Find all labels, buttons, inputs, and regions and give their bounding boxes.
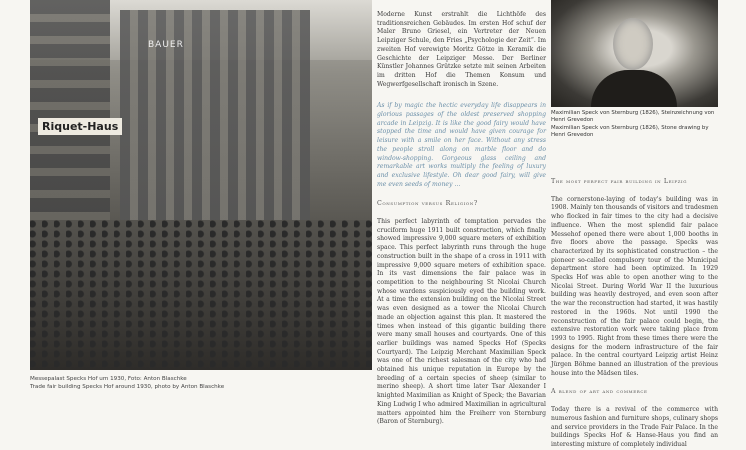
text-column-right	[551, 178, 718, 450]
portrait-caption-en: Maximilian Speck von Sternburg (1826), Stone drawing by Henri Grevedon	[551, 124, 709, 139]
text-column-middle	[377, 11, 546, 427]
section-heading-art-commerce: A blend of art and commerce	[551, 388, 648, 396]
photo-sign: Riquet-Haus	[38, 118, 122, 135]
portrait-coat	[591, 70, 677, 107]
photo-caption-en: Trade fair building Specks Hof around 1930, photo by Anton Blaschke	[30, 384, 225, 390]
portrait-image	[551, 0, 718, 107]
pull-quote: As if by magic the hectic everyday life disappears in glorious passages of the oldest preserved shopping arcade in Leipzig. It is like the good fairy would have stopped the time and would have given courage for leisure with a smile on her face. Without any stress the people stroll along on marble floor and do window-shopping. Gorgeous glass ceiling and remarkable art works multiply the feeling of luxury and exclusive lifestyle. Oh dear good fairy, will give me even seeds of money …	[377, 102, 546, 188]
intro-paragraph: Moderne Kunst erstrahlt die Lichthöfe des traditionsreichen Gebäudes. Im ersten Hof schuf der Maler Bruno Griesel, ein Vertreter der Neuen Leipziger Schule, den Fries „Psychologie der Zeit“. Im zweiten Hof verewigte Moritz Götze in Keramik die Geschichte der Leipziger Messe. Der Berliner Künstler Johannes Grützke setzte mit seinen Arbeiten im dritten Hof die Themen Konsum und Wegwerfgesellschaft ironisch in Szene.	[377, 11, 546, 88]
section-heading-fair-building: The most perfect fair building in Leipzig	[551, 178, 687, 185]
historic-photo	[30, 0, 372, 370]
portrait-caption-de: Maximilian Speck von Sternburg (1826), Steinzeichnung von Henri Grevedon	[551, 110, 715, 124]
portrait-face	[613, 18, 653, 70]
photo-caption	[30, 375, 370, 391]
body-paragraph-art-commerce: Today there is a revival of the commerce with numerous fashion and furniture shops, culinary shops and service providers in the Trade Fair Palace. In the buildings Specks Hof & Hanse-Haus you find an interesting mixture of completely individual	[551, 406, 718, 448]
photo-sign-bauer: BAUER	[148, 40, 184, 50]
body-paragraph-consumption: This perfect labyrinth of temptation pervades the cruciform huge 1911 built construction, which finally showed impressive 9,000 square meters of exhibition space. This perfect labyrinth runs through the huge construction built in the shape of a cross in 1911 with impressive 9,000 square meters of exhibition space. In its vast dimensions the fair palace was in competition to the neighbouring St Nicolai Church whose wardens suspiciously eyed the building work. At a time the extension building on the Nicolai Street was even designed as a tower the Nicolai Church made an objection against this plan. It mastered the times when instead of this gigantic building there were many small houses and courtyards. One of this earlier buildings was named Specks Hof (Specks Courtyard). The Leipzig Merchant Maximilian Speck was one of the richest salesman of the city who had obtained his unique reputation in Europe by the breeding of a certain species of sheep (similar to merino sheep). A short time later Tsar Alexander I knighted Maximilian as Knight of Speck; the Bavarian King Ludwig I who admired Maximilian in agricultural matters appointed him the Freiherr von Sternburg (Baron of Sternburg).	[377, 218, 546, 426]
section-heading-consumption: Consumption versus Religion?	[377, 200, 478, 208]
photo-caption-de: Messepalast Specks Hof um 1930, Foto: Anton Blaschke	[30, 376, 187, 382]
body-paragraph-fair-building: The cornerstone-laying of today's building was in 1908. Mainly ten thousands of visitors and tradesmen who flocked in fair times to the city had a decisive influence. When the most splendid fair palace Messehof opened there were about 1,000 booths in five floors above the passage. Specks was characterized by its sophisticated construction – the pioneer so-called compulsory tour of the Municipal department store had been optimized. In 1929 Specks Hof was able to open another wing to the Nicolai Street. During World War II the luxurious building was heavily destroyed, and even soon after the war the reconstruction had started, it was hastily restored in the 1960s. Not until 1990 the reconstruction of the fair palace could begin, the extensive restoration work were taking place from 1993 to 1995. Right from these times there were the designs for the modern infrastructure of the fair palace. In the central courtyard Leipzig artist Heinz Jürgen Böhme banned an illustration of the previous house into the Mädsen tiles.	[551, 195, 718, 377]
photo-crowd	[30, 220, 372, 370]
portrait-caption	[551, 110, 718, 140]
